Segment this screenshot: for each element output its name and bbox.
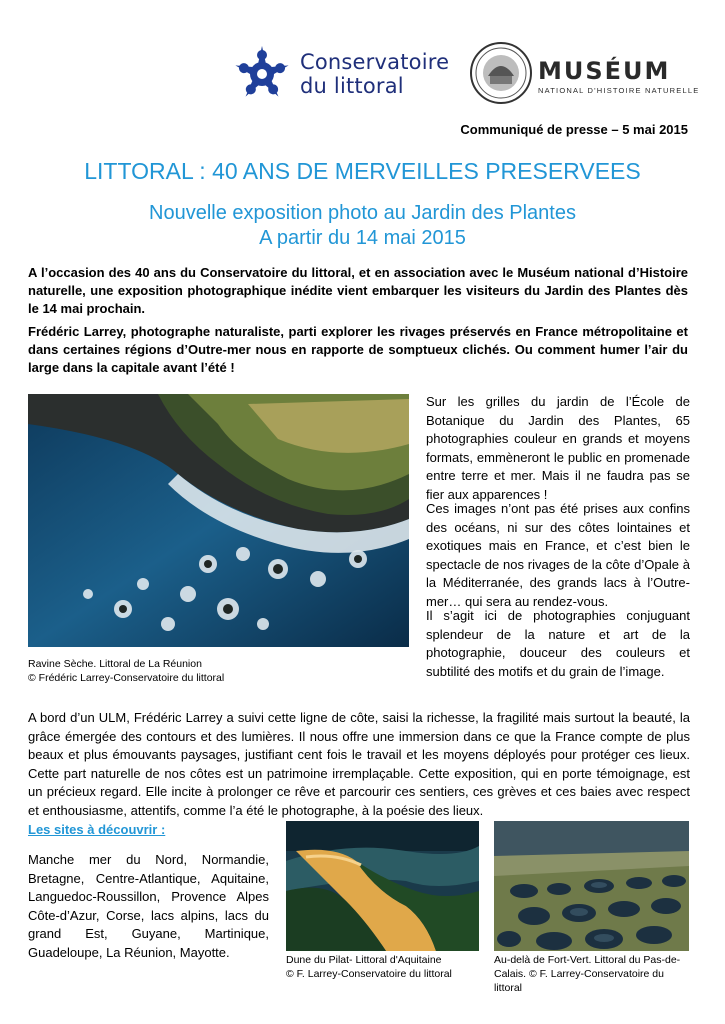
- side-paragraph-2: Ces images n’ont pas été prises aux confins des océans, ni sur des côtes lointaines et exotiques mais en France, et c’est bien le spectacle de nos rivages de la côte d’Opale à la Méditerranée, des grands lacs à l’Outre-mer… qui sera au rendez-vous.: [426, 501, 690, 609]
- press-release-date: Communiqué de presse – 5 mai 2015: [460, 122, 688, 137]
- photo2-caption-line1: Dune du Pilat- Littoral d'Aquitaine: [286, 954, 442, 966]
- intro-paragraph-1: A l’occasion des 40 ans du Conservatoire du littoral, et en association avec le Muséum national d’Histoire naturelle, une exposition photographique inédite vient embarquer les visiteurs du Jardin des Plantes dès le 14 mai prochain.: [28, 265, 688, 316]
- subtitle-line1: Nouvelle exposition photo au Jardin des Plantes: [149, 202, 576, 224]
- conservatoire-logo: [232, 44, 292, 104]
- museum-logo-name: MUSÉUM: [538, 57, 671, 85]
- sites-heading: Les sites à découvrir :: [28, 822, 166, 837]
- photo1-caption-line1: Ravine Sèche. Littoral de La Réunion: [28, 658, 202, 670]
- subtitle-line2: A partir du 14 mai 2015: [259, 227, 466, 249]
- main-paragraph: A bord d’un ULM, Frédéric Larrey a suivi cette ligne de côte, saisi la richesse, la fragilité mais surtout la beauté, la grâce émergée des contours et des lumières. Il nous offre une immersion dans ce que la France compte de plus beaux et plus émouvants paysages, justifiant cent fois le travail et les moyens déployés pour protéger ces lieux. Cette part naturelle de nos côtes est un patrimoine irremplaçable. Cette exposition, qui en porte témoignage, est un précieux regard. Elle incite à prolonger ce rêve et parcourir ces sentiers, ces grèves et ces baies avec respect et enthousiasme, attentifs, comme l’a été le photographe, à la poésie des lieux.: [28, 710, 690, 818]
- photo2-caption: [286, 953, 486, 981]
- photo1-caption-line2: © Frédéric Larrey-Conservatoire du littoral: [28, 672, 225, 684]
- sites-list: Manche mer du Nord, Normandie, Bretagne, Centre-Atlantique, Aquitaine, Languedoc-Roussillon, Provence Alpes Côte-d’Azur, Corse, lacs alpins, lacs du grand Est, Guyane, Martinique, Guadeloupe, La Réunion, Mayotte.: [28, 852, 269, 960]
- museum-seal-icon: [470, 42, 532, 104]
- page-title: LITTORAL : 40 ANS DE MERVEILLES PRESERVEES: [84, 158, 641, 184]
- conservatoire-logo-line2: du littoral: [300, 74, 404, 98]
- photo-ravine-seche: [28, 394, 409, 647]
- photo3-caption: Au-delà de Fort-Vert. Littoral du Pas-de-Calais. © F. Larrey-Conservatoire du littoral: [494, 954, 681, 994]
- conservatoire-logo-text: [300, 50, 449, 98]
- museum-seal: [470, 42, 532, 104]
- intro-paragraph-2: Frédéric Larrey, photographe naturaliste, parti explorer les rivages préservés en France métropolitaine et dans certaines régions d’Outre-mer nous en rapporte de somptueux clichés. Ou comment humer l’air du large dans la capitale avant l’été !: [28, 324, 688, 375]
- side-paragraph-3: Il s’agit ici de photographies conjuguant splendeur de la nature et art de la photographie, douceur des couleurs et subtilité des motifs et du grain de l’image.: [426, 608, 690, 679]
- conservatoire-logo-line1: Conservatoire: [300, 50, 450, 74]
- photo2-caption-line2: © F. Larrey-Conservatoire du littoral: [286, 968, 452, 980]
- side-paragraph-1: Sur les grilles du jardin de l’École de Botanique du Jardin des Plantes, 65 photographies couleur en grands et moyens formats, emmèneront le public en promenade entre terre et mer. Mais il ne faudra pas se fier aux apparences !: [426, 394, 690, 502]
- photo-fort-vert: [494, 821, 689, 951]
- page-subtitle: [0, 201, 725, 251]
- photo1-caption: [28, 657, 224, 685]
- photo-dune-du-pilat: [286, 821, 479, 951]
- star-flower-icon: [232, 44, 292, 104]
- museum-logo-subtitle: NATIONAL D'HISTOIRE NATURELLE: [538, 86, 700, 95]
